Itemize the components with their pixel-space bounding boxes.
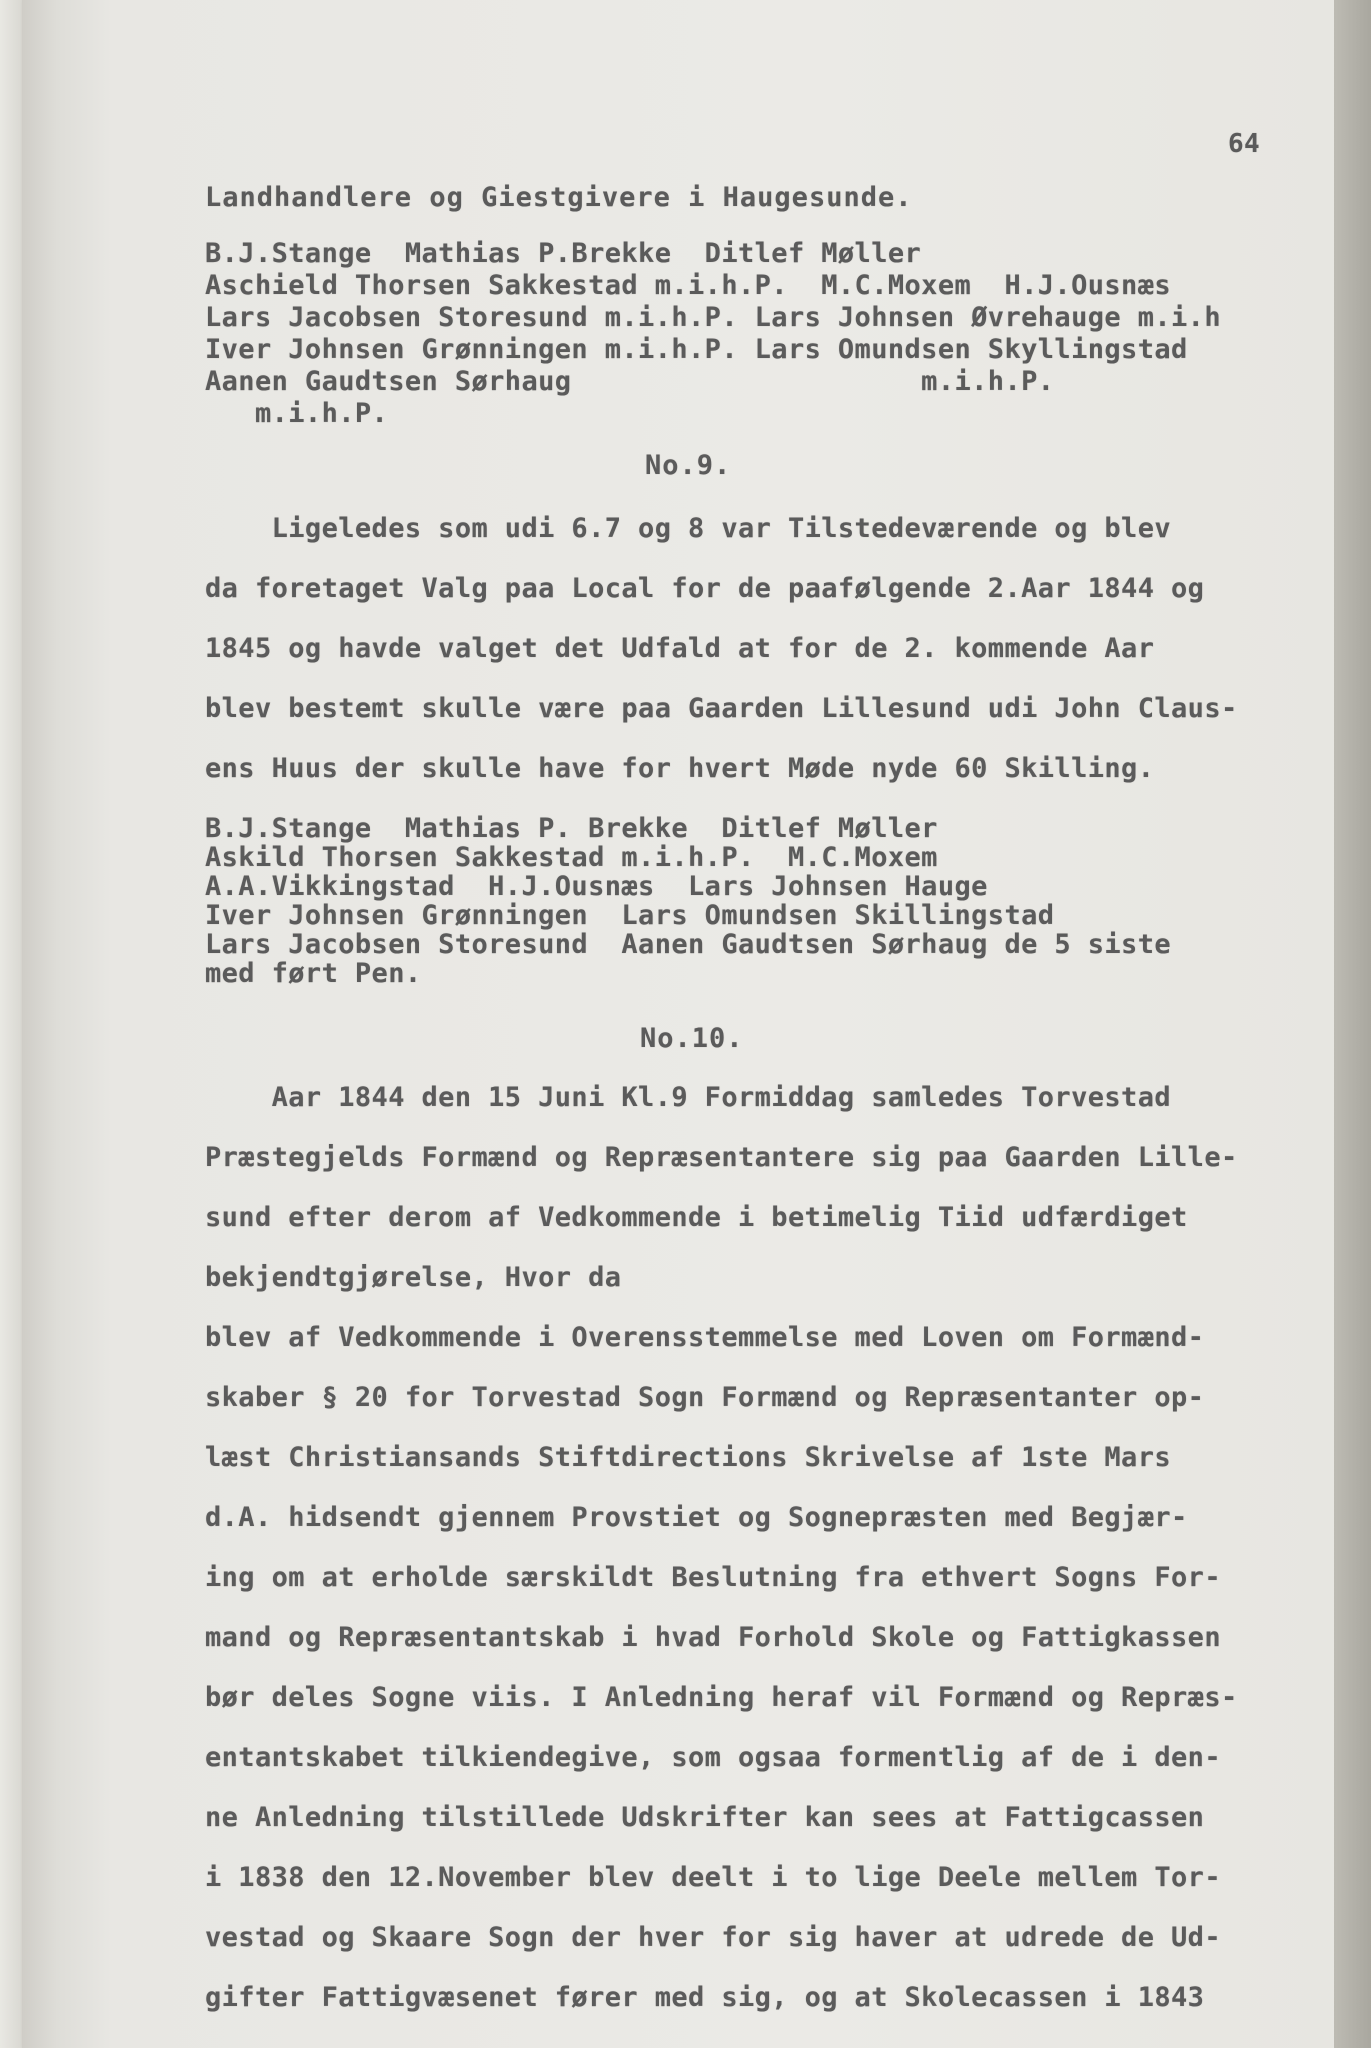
book-spine <box>0 0 22 2048</box>
paragraph-line: i 1838 den 12.November blev deelt i to lige Deele mellem Tor- <box>205 1862 1221 1893</box>
paragraph-line: ne Anledning tilstillede Udskrifter kan sees at Fattigcassen <box>205 1802 1205 1833</box>
paragraph-line: ens Huus der skulle have for hvert Møde nyde 60 Skilling. <box>205 753 1155 784</box>
page-edge <box>1334 0 1371 2048</box>
list1-line: Aanen Gaudtsen Sørhaug m.i.h.P. <box>205 366 1055 397</box>
list1-line: m.i.h.P. <box>205 398 389 429</box>
list2-line: A.A.Vikkingstad H.J.Ousnæs Lars Johnsen Hauge <box>205 871 988 902</box>
list2-line: med ført Pen. <box>205 958 422 989</box>
list1-line: Aschield Thorsen Sakkestad m.i.h.P. M.C.Moxem H.J.Ousnæs <box>205 270 1172 301</box>
paragraph-line: blev bestemt skulle være paa Gaarden Lillesund udi John Claus- <box>205 693 1238 724</box>
list1-line: Lars Jacobsen Storesund m.i.h.P. Lars Johnsen Øvrehauge m.i.h <box>205 302 1221 333</box>
paragraph-line: bekjendtgjørelse, Hvor da <box>205 1262 622 1293</box>
paragraph-line: ing om at erholde særskildt Beslutning fra ethvert Sogns For- <box>205 1562 1221 1593</box>
paragraph-line: sund efter derom af Vedkommende i betimelig Tiid udfærdiget <box>205 1202 1188 1233</box>
paragraph-line: d.A. hidsendt gjennem Provstiet og Sognepræsten med Begjær- <box>205 1502 1188 1533</box>
section-heading-no9: No.9. <box>645 450 732 481</box>
list1-line: B.J.Stange Mathias P.Brekke Ditlef Møller <box>205 238 922 269</box>
list2-line: Lars Jacobsen Storesund Aanen Gaudtsen Sørhaug de 5 siste <box>205 929 1172 960</box>
paragraph-line: da foretaget Valg paa Local for de paafølgende 2.Aar 1844 og <box>205 573 1205 604</box>
paragraph-line: skaber § 20 for Torvestad Sogn Formænd og Repræsentanter op- <box>205 1382 1205 1413</box>
list2-line: Iver Johnsen Grønningen Lars Omundsen Skillingstad <box>205 900 1055 931</box>
list2-line: Askild Thorsen Sakkestad m.i.h.P. M.C.Moxem <box>205 842 938 873</box>
list2-line: B.J.Stange Mathias P. Brekke Ditlef Møller <box>205 813 938 844</box>
paragraph-line: mand og Repræsentantskab i hvad Forhold Skole og Fattigkassen <box>205 1622 1221 1653</box>
paragraph-line: entantskabet tilkiendegive, som ogsaa formentlig af de i den- <box>205 1742 1221 1773</box>
paragraph-line: læst Christiansands Stiftdirections Skrivelse af 1ste Mars <box>205 1442 1172 1473</box>
paragraph-line: 1845 og havde valget det Udfald at for de 2. kommende Aar <box>205 633 1155 664</box>
paragraph-line: Præstegjelds Formænd og Repræsentantere sig paa Gaarden Lille- <box>205 1142 1238 1173</box>
paragraph-line: vestad og Skaare Sogn der hver for sig haver at udrede de Ud- <box>205 1922 1221 1953</box>
section-heading-no10: No.10. <box>640 1023 744 1054</box>
paragraph-line: Aar 1844 den 15 Juni Kl.9 Formiddag samledes Torvestad <box>205 1082 1172 1113</box>
paragraph-line: gifter Fattigvæsenet fører med sig, og at Skolecassen i 1843 <box>205 1982 1205 2013</box>
list1-line: Iver Johnsen Grønningen m.i.h.P. Lars Omundsen Skyllingstad <box>205 334 1188 365</box>
document-title: Landhandlere og Giestgivere i Haugesunde. <box>205 182 913 213</box>
paragraph-line: Ligeledes som udi 6.7 og 8 var Tilstedeværende og blev <box>205 513 1172 544</box>
paragraph-line: blev af Vedkommende i Overensstemmelse med Loven om Formænd- <box>205 1322 1205 1353</box>
paragraph-line: bør deles Sogne viis. I Anledning heraf vil Formænd og Repræs- <box>205 1682 1238 1713</box>
page-number: 64 <box>1228 129 1261 159</box>
